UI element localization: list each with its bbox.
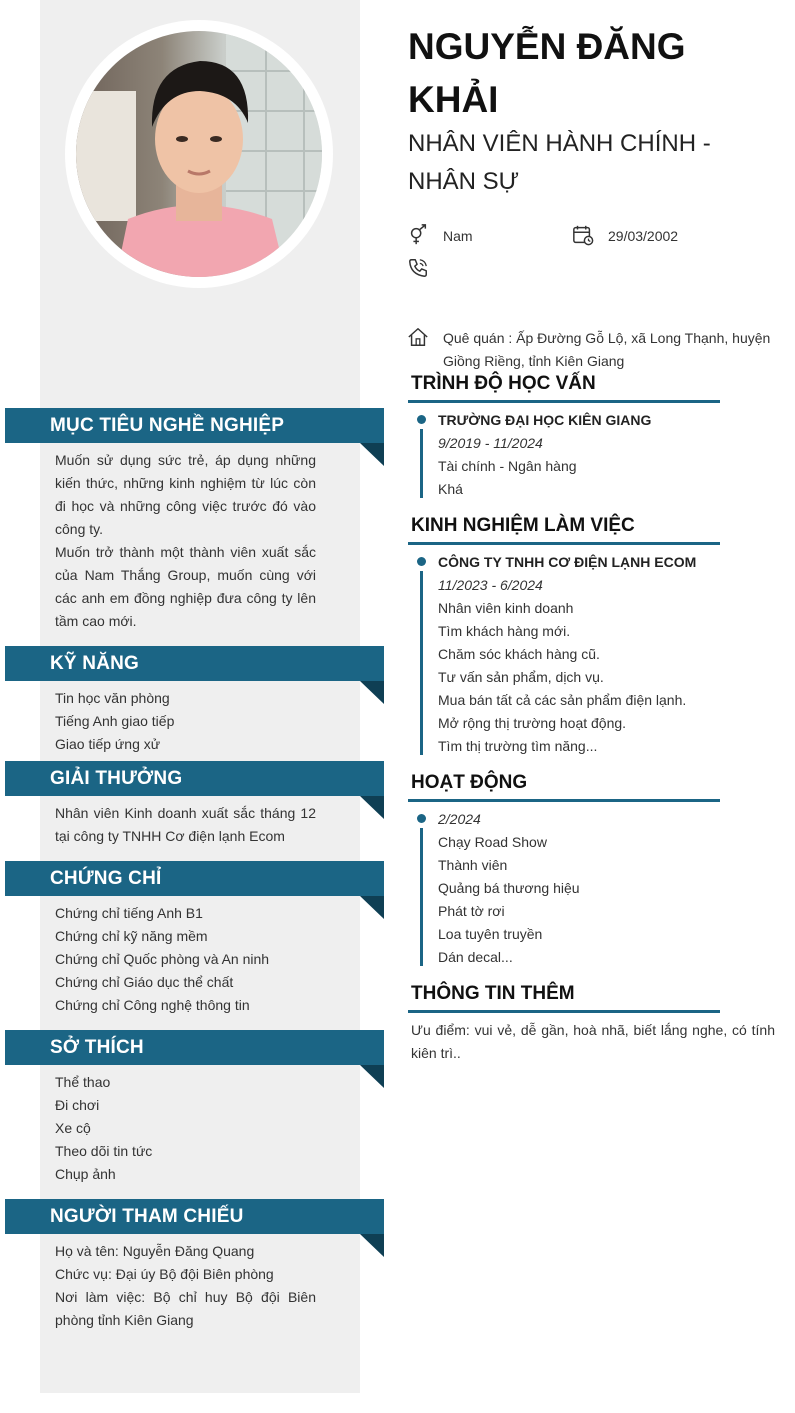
- certificates-list: [55, 902, 316, 1017]
- timeline-line: [420, 571, 423, 755]
- section-title: GIẢI THƯỞNG: [50, 768, 183, 789]
- reference-line: Chức vụ: Đại úy Bộ đội Biên phòng: [55, 1266, 274, 1282]
- activity-period: 2/2024: [438, 811, 481, 827]
- section-title: TRÌNH ĐỘ HỌC VẤN: [411, 373, 596, 394]
- ribbon-fold: [360, 796, 384, 819]
- experience-detail: Chăm sóc khách hàng cũ.: [438, 646, 600, 662]
- section-title: SỞ THÍCH: [50, 1037, 144, 1058]
- references-list: [55, 1240, 316, 1332]
- activity-detail: Thành viên: [438, 857, 508, 873]
- section-underline: [408, 542, 720, 545]
- list-item: Chứng chỉ Giáo dục thể chất: [55, 974, 234, 990]
- section-title: MỤC TIÊU NGHỀ NGHIỆP: [50, 415, 285, 436]
- list-item: Chứng chỉ Quốc phòng và An ninh: [55, 951, 270, 967]
- objective-paragraph: Muốn trở thành một thành viên xuất sắc của Nam Thắng Group, muốn cùng với các anh em đồng nghiệp đưa công ty lên tầm cao mới.: [55, 544, 316, 629]
- additional-text: Ưu điểm: vui vẻ, dễ gần, hoà nhã, biết lắng nghe, có tính kiên trì..: [411, 1022, 775, 1061]
- calendar-icon: [572, 224, 594, 246]
- ribbon-fold: [360, 681, 384, 704]
- ribbon-fold: [360, 443, 384, 466]
- gender-icon: [407, 224, 429, 246]
- home-icon: [407, 326, 429, 348]
- section-title: THÔNG TIN THÊM: [411, 983, 575, 1004]
- reference-line: Họ và tên: Nguyễn Đăng Quang: [55, 1243, 255, 1259]
- experience-detail: Tìm thị trường tìm năng...: [438, 738, 598, 754]
- timeline-dot: [417, 557, 426, 566]
- section-title: HOẠT ĐỘNG: [411, 772, 528, 793]
- timeline-line: [420, 429, 423, 498]
- section-title: KỸ NĂNG: [50, 653, 140, 674]
- experience-detail: Tìm khách hàng mới.: [438, 623, 571, 639]
- list-item: Chứng chỉ tiếng Anh B1: [55, 905, 203, 921]
- timeline-content: [438, 808, 778, 969]
- list-item: Chụp ảnh: [55, 1166, 116, 1182]
- activity-detail: Loa tuyên truyền: [438, 926, 543, 942]
- section-underline: [408, 799, 720, 802]
- ribbon-fold: [360, 1065, 384, 1088]
- experience-detail: Mở rộng thị trường hoạt động.: [438, 715, 627, 731]
- section-title: CHỨNG CHỈ: [50, 868, 162, 889]
- birthdate-value: 29/03/2002: [608, 228, 679, 244]
- skills-list: [55, 687, 316, 756]
- activity-detail: Chạy Road Show: [438, 834, 547, 850]
- objective-body: [55, 449, 316, 633]
- education-period: 9/2019 - 11/2024: [438, 435, 543, 451]
- ribbon-fold: [360, 896, 384, 919]
- activity-detail: Phát tờ rơi: [438, 903, 505, 919]
- section-underline: [408, 1010, 720, 1013]
- section-title: KINH NGHIỆM LÀM VIỆC: [411, 515, 635, 536]
- activity-detail: Dán decal...: [438, 949, 513, 965]
- education-grade: Khá: [438, 481, 463, 497]
- school-name: TRƯỜNG ĐẠI HỌC KIÊN GIANG: [438, 412, 652, 428]
- experience-detail: Mua bán tất cả các sản phẩm điện lạnh.: [438, 692, 687, 708]
- timeline-content: [438, 551, 778, 758]
- awards-body: [55, 802, 316, 848]
- list-item: Chứng chỉ kỹ năng mềm: [55, 928, 208, 944]
- list-item: Theo dõi tin tức: [55, 1143, 153, 1159]
- address-value: Quê quán : Ấp Đường Gỗ Lộ, xã Long Thạnh, huyện Giồng Riềng, tỉnh Kiên Giang: [443, 330, 771, 369]
- timeline-dot: [417, 415, 426, 424]
- list-item: Chứng chỉ Công nghệ thông tin: [55, 997, 250, 1013]
- timeline-content: [438, 409, 778, 501]
- objective-paragraph: Muốn sử dụng sức trẻ, áp dụng những kiến thức, những kinh nghiệm từ lúc còn đi học và những công việc trước đó vào công ty.: [55, 452, 316, 537]
- avatar-photo: [76, 31, 322, 277]
- candidate-name: NGUYỄN ĐĂNG KHẢI: [408, 26, 686, 120]
- hobbies-list: [55, 1071, 316, 1186]
- experience-detail: Tư vấn sản phẩm, dịch vụ.: [438, 669, 604, 685]
- list-item: Tin học văn phòng: [55, 690, 170, 706]
- list-item: Xe cộ: [55, 1120, 91, 1136]
- experience-detail: Nhân viên kinh doanh: [438, 600, 574, 616]
- company-name: CÔNG TY TNHH CƠ ĐIỆN LẠNH ECOM: [438, 554, 697, 570]
- avatar: [76, 31, 322, 277]
- activity-detail: Quảng bá thương hiệu: [438, 880, 580, 896]
- education-major: Tài chính - Ngân hàng: [438, 458, 577, 474]
- timeline-dot: [417, 814, 426, 823]
- phone-icon: [407, 257, 429, 279]
- experience-period: 11/2023 - 6/2024: [438, 577, 543, 593]
- award-text: Nhân viên Kinh doanh xuất sắc tháng 12 tại công ty TNHH Cơ điện lạnh Ecom: [55, 805, 316, 844]
- reference-line: Nơi làm việc: Bộ chỉ huy Bộ đội Biên phòng tỉnh Kiên Giang: [55, 1289, 316, 1328]
- job-position: NHÂN VIÊN HÀNH CHÍNH - NHÂN SỰ: [408, 130, 711, 195]
- section-title: NGƯỜI THAM CHIẾU: [50, 1206, 244, 1227]
- ribbon-fold: [360, 1234, 384, 1257]
- gender-value: Nam: [443, 228, 473, 244]
- list-item: Thể thao: [55, 1074, 111, 1090]
- list-item: Tiếng Anh giao tiếp: [55, 713, 175, 729]
- list-item: Đi chơi: [55, 1097, 100, 1113]
- timeline-line: [420, 828, 423, 966]
- list-item: Giao tiếp ứng xử: [55, 736, 161, 752]
- section-underline: [408, 400, 720, 403]
